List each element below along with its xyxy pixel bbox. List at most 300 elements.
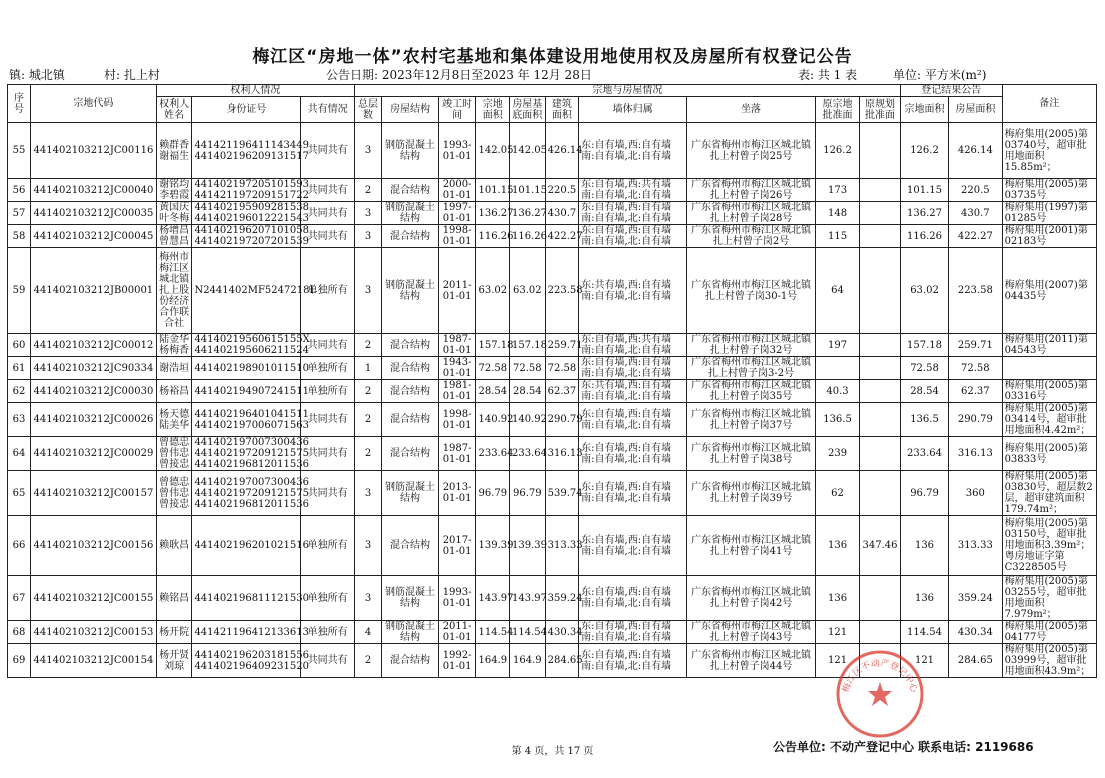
row-base-area: 164.9 — [510, 644, 546, 678]
row-note: 梅府集用(2007)第04435号 — [1002, 248, 1096, 334]
official-seal — [834, 648, 926, 740]
header-floors: 总层数 — [354, 97, 381, 123]
row-id: N2441402MF5247218L — [192, 248, 301, 334]
row-parcel-code: 441402103212JC00026 — [31, 403, 157, 437]
table-row — [8, 357, 1097, 380]
announcement-date: 公告日期: 2023年12月8日至2023 年 12月 28日 — [326, 68, 592, 82]
row-id: 441402194907241511 — [192, 380, 301, 403]
row-id: 44140219560615155X 441402195606211524 — [192, 334, 301, 357]
row-res-land: 116.26 — [900, 225, 948, 248]
row-share: 单独所有 — [301, 621, 354, 644]
row-res-house: 422.27 — [949, 225, 1002, 248]
row-share: 单独所有 — [301, 516, 354, 576]
row-parcel-code: 441402103212JC00156 — [31, 516, 157, 576]
row-share: 共同共有 — [301, 403, 354, 437]
row-walls: 东:自有墙,西:自有墙 南:自有墙,北:自有墙 — [579, 576, 687, 621]
row-parcel-code: 441402103212JC00035 — [31, 202, 157, 225]
row-walls: 东:自有墙,西:自有墙 南:自有墙,北:自有墙 — [579, 471, 687, 516]
row-build-area: 539.74 — [545, 471, 579, 516]
row-orig-land: 148 — [816, 202, 860, 225]
row-base-area: 116.26 — [510, 225, 546, 248]
row-base-area: 96.79 — [510, 471, 546, 516]
row-floors: 2 — [354, 644, 381, 678]
table-row — [8, 471, 1097, 516]
row-location: 广东省梅州市梅江区城北镇扎上村曾子岗26号 — [687, 179, 816, 202]
row-owner: 曾德忠 曾伟忠 曾接忠 — [156, 471, 192, 516]
row-res-house: 359.24 — [949, 576, 1002, 621]
row-build-area: 284.65 — [545, 644, 579, 678]
header-seq: 序号 — [8, 85, 31, 123]
table-row — [8, 403, 1097, 437]
row-floors: 1 — [354, 357, 381, 380]
row-seq: 67 — [8, 576, 31, 621]
table-row — [8, 248, 1097, 334]
row-base-area: 136.27 — [510, 202, 546, 225]
row-share: 单独所有 — [301, 576, 354, 621]
row-orig-plan — [860, 123, 901, 179]
row-floors: 2 — [354, 334, 381, 357]
row-floors: 3 — [354, 471, 381, 516]
row-share: 共同共有 — [301, 644, 354, 678]
row-structure: 钢筋混凝土结构 — [382, 202, 439, 225]
row-location: 广东省梅州市梅江区城北镇扎上村曾子岗43号 — [687, 621, 816, 644]
row-structure: 钢筋混凝土结构 — [382, 123, 439, 179]
table-row — [8, 179, 1097, 202]
table-row — [8, 644, 1097, 678]
row-note: 梅府集用(2011)第04543号 — [1002, 334, 1096, 357]
row-base-area: 114.54 — [510, 621, 546, 644]
table-row — [8, 123, 1097, 179]
row-completion: 2000-01-01 — [438, 179, 476, 202]
row-note: 梅府集用(2005)第03830号，超层数2层，超审建筑面积179.74m²； — [1002, 471, 1096, 516]
row-orig-land: 136 — [816, 576, 860, 621]
row-land-area: 96.79 — [476, 471, 510, 516]
table-row — [8, 437, 1097, 471]
row-location: 广东省梅州市梅江区城北镇扎上村曾子岗41号 — [687, 516, 816, 576]
row-walls: 东:共有墙,西:自有墙 南:自有墙,北:自有墙 — [579, 380, 687, 403]
village-label: 村: 扎上村 — [104, 68, 160, 82]
table-count: 表: 共 1 表 — [798, 68, 858, 82]
row-share: 共同共有 — [301, 334, 354, 357]
row-res-land: 101.15 — [900, 179, 948, 202]
row-location: 广东省梅州市梅江区城北镇扎上村曾子岗39号 — [687, 471, 816, 516]
row-res-house: 430.34 — [949, 621, 1002, 644]
row-owner: 杨增昌 曾慧昌 — [156, 225, 192, 248]
page-title: 梅江区“房地一体”农村宅基地和集体建设用地使用权及房屋所有权登记公告 — [252, 47, 853, 67]
row-share: 共同共有 — [301, 437, 354, 471]
row-parcel-code: 441402103212JC00153 — [31, 621, 157, 644]
row-build-area: 430.7 — [545, 202, 579, 225]
row-base-area: 101.15 — [510, 179, 546, 202]
row-base-area: 28.54 — [510, 380, 546, 403]
row-share: 共同共有 — [301, 123, 354, 179]
row-build-area: 223.58 — [545, 248, 579, 334]
row-build-area: 313.33 — [545, 516, 579, 576]
header-completion: 竣工时间 — [438, 97, 476, 123]
contact-footer: 公告单位: 不动产登记中心 联系电话: 2119686 — [773, 740, 1034, 754]
row-orig-land: 126.2 — [816, 123, 860, 179]
row-completion: 2011-01-01 — [438, 248, 476, 334]
row-seq: 59 — [8, 248, 31, 334]
row-note: 梅府集用(2005)第03414号，超审批用地面积4.42m²； — [1002, 403, 1096, 437]
row-parcel-code: 441402103212JC00045 — [31, 225, 157, 248]
row-seq: 55 — [8, 123, 31, 179]
row-location: 广东省梅州市梅江区城北镇扎上村曾子岗32号 — [687, 334, 816, 357]
row-structure: 混合结构 — [382, 357, 439, 380]
page-number: 第 4 页，共 17 页 — [511, 746, 594, 757]
row-build-area: 259.71 — [545, 334, 579, 357]
row-share: 共同共有 — [301, 179, 354, 202]
header-res-house: 房屋面积 — [949, 97, 1002, 123]
row-walls: 东:自有墙,西:共有墙 南:自有墙,北:自有墙 — [579, 334, 687, 357]
row-note: 梅府集用(2005)第03999号，超审批用地面积43.9m²； — [1002, 644, 1096, 678]
row-orig-plan — [860, 357, 901, 380]
row-location: 广东省梅州市梅江区城北镇扎上村曾子岗3-2号 — [687, 357, 816, 380]
row-base-area: 142.05 — [510, 123, 546, 179]
row-completion: 2017-01-01 — [438, 516, 476, 576]
row-base-area: 72.58 — [510, 357, 546, 380]
row-parcel-code: 441402103212JC00154 — [31, 644, 157, 678]
row-base-area: 233.64 — [510, 437, 546, 471]
row-walls: 东:自有墙,西:自有墙 南:自有墙,北:自有墙 — [579, 644, 687, 678]
row-seq: 56 — [8, 179, 31, 202]
row-walls: 东:自有墙,西:自有墙 南:自有墙,北:自有墙 — [579, 403, 687, 437]
row-land-area: 233.64 — [476, 437, 510, 471]
table-row — [8, 621, 1097, 644]
row-id: 441402196207101058 441402197207201539 — [192, 225, 301, 248]
row-build-area: 220.5 — [545, 179, 579, 202]
row-parcel-code: 441402103212JC00030 — [31, 380, 157, 403]
row-build-area: 430.34 — [545, 621, 579, 644]
row-res-house: 290.79 — [949, 403, 1002, 437]
row-structure: 混合结构 — [382, 403, 439, 437]
row-note: 梅府集用(2005)第03150号，超审批用地面积3.39m²；粤房地证字第C3228505号 — [1002, 516, 1096, 576]
row-owner: 杨开院 — [156, 621, 192, 644]
row-orig-plan — [860, 334, 901, 357]
table-row — [8, 516, 1097, 576]
row-floors: 3 — [354, 123, 381, 179]
row-base-area: 139.39 — [510, 516, 546, 576]
row-structure: 混合结构 — [382, 334, 439, 357]
row-res-house: 426.14 — [949, 123, 1002, 179]
row-walls: 东:自有墙,西:共有墙 南:自有墙,北:自有墙 — [579, 179, 687, 202]
row-orig-land: 136.5 — [816, 403, 860, 437]
row-res-land: 126.2 — [900, 123, 948, 179]
row-id: 441421196411143449 441402196209131517 — [192, 123, 301, 179]
row-owner: 梅州市梅江区城北镇扎上股份经济合作联合社 — [156, 248, 192, 334]
row-land-area: 143.97 — [476, 576, 510, 621]
row-share: 共同共有 — [301, 225, 354, 248]
row-base-area: 63.02 — [510, 248, 546, 334]
row-structure: 钢筋混凝土结构 — [382, 576, 439, 621]
row-res-house: 259.71 — [949, 334, 1002, 357]
row-floors: 3 — [354, 576, 381, 621]
row-location: 广东省梅州市梅江区城北镇扎上村曾子岗25号 — [687, 123, 816, 179]
row-land-area: 114.54 — [476, 621, 510, 644]
row-note: 梅府集用(2005)第03255号，超审批用地面积7.979m²； — [1002, 576, 1096, 621]
row-share: 共同共有 — [301, 202, 354, 225]
row-build-area: 422.27 — [545, 225, 579, 248]
row-land-area: 157.18 — [476, 334, 510, 357]
row-walls: 东:自有墙,西:自有墙 南:自有墙,北:自有墙 — [579, 516, 687, 576]
row-seq: 64 — [8, 437, 31, 471]
row-structure: 混合结构 — [382, 225, 439, 248]
row-completion: 2011-01-01 — [438, 621, 476, 644]
row-id: 441402198901011510 — [192, 357, 301, 380]
row-note: 梅府集用(2005)第03316号 — [1002, 380, 1096, 403]
unit-label: 单位: 平方米(m²) — [893, 68, 987, 82]
row-share: 共同共有 — [301, 471, 354, 516]
row-orig-land: 239 — [816, 437, 860, 471]
row-completion: 1987-01-01 — [438, 334, 476, 357]
header-res-land: 宗地面积 — [900, 97, 948, 123]
row-orig-plan — [860, 248, 901, 334]
row-seq: 60 — [8, 334, 31, 357]
row-res-land: 114.54 — [900, 621, 948, 644]
row-seq: 69 — [8, 644, 31, 678]
row-orig-plan — [860, 403, 901, 437]
table-row — [8, 334, 1097, 357]
row-orig-land: 62 — [816, 471, 860, 516]
row-owner: 赖铭昌 — [156, 576, 192, 621]
row-land-area: 28.54 — [476, 380, 510, 403]
row-build-area: 426.14 — [545, 123, 579, 179]
row-completion: 2013-01-01 — [438, 471, 476, 516]
row-structure: 钢筋混凝土结构 — [382, 248, 439, 334]
row-res-house: 316.13 — [949, 437, 1002, 471]
row-completion: 1998-01-01 — [438, 225, 476, 248]
row-location: 广东省梅州市梅江区城北镇扎上村曾子岗44号 — [687, 644, 816, 678]
row-res-house: 220.5 — [949, 179, 1002, 202]
row-note: 梅府集用(1997)第01285号 — [1002, 202, 1096, 225]
row-seq: 61 — [8, 357, 31, 380]
row-land-area: 72.58 — [476, 357, 510, 380]
row-build-area: 359.24 — [545, 576, 579, 621]
header-build-area: 建筑面积 — [545, 97, 579, 123]
row-res-land: 136.27 — [900, 202, 948, 225]
row-walls: 东:自有墙,西:自有墙 南:自有墙,北:自有墙 — [579, 437, 687, 471]
row-note: 梅府集用(2005)第03735号 — [1002, 179, 1096, 202]
row-orig-land: 173 — [816, 179, 860, 202]
row-seq: 68 — [8, 621, 31, 644]
row-owner: 杨天德 陆美华 — [156, 403, 192, 437]
row-location: 广东省梅州市梅江区城北镇扎上村曾子岗2号 — [687, 225, 816, 248]
seal-text: 梅江区不动产登记中心 — [841, 658, 919, 694]
header-share: 共有情况 — [301, 97, 354, 123]
header-owner: 权利人姓名 — [156, 97, 192, 123]
row-location: 广东省梅州市梅江区城北镇扎上村曾子岗38号 — [687, 437, 816, 471]
row-build-area: 62.37 — [545, 380, 579, 403]
row-seq: 63 — [8, 403, 31, 437]
header-walls: 墙体归属 — [579, 97, 687, 123]
row-orig-plan — [860, 179, 901, 202]
row-parcel-code: 441402103212JC90334 — [31, 357, 157, 380]
row-walls: 东:自有墙,西:自有墙 南:自有墙,北:自有墙 — [579, 357, 687, 380]
header-orig-land: 原宗地批准面 — [816, 97, 860, 123]
row-owner: 谢浩垣 — [156, 357, 192, 380]
header-structure: 房屋结构 — [382, 97, 439, 123]
row-completion: 1998-01-01 — [438, 403, 476, 437]
header-base-area: 房屋基底面积 — [510, 97, 546, 123]
row-res-house: 360 — [949, 471, 1002, 516]
table-row — [8, 380, 1097, 403]
row-land-area: 140.92 — [476, 403, 510, 437]
row-structure: 混合结构 — [382, 644, 439, 678]
row-res-land: 233.64 — [900, 437, 948, 471]
row-owner: 陆金华 杨梅香 — [156, 334, 192, 357]
header-result-group: 登记结果公告 — [900, 85, 1002, 97]
row-owner: 杨开贤 刘琼 — [156, 644, 192, 678]
row-id: 441402196401041511 441402197006071563 — [192, 403, 301, 437]
row-orig-plan — [860, 576, 901, 621]
row-completion: 1943-01-01 — [438, 357, 476, 380]
row-parcel-code: 441402103212JC00116 — [31, 123, 157, 179]
header-location: 坐落 — [687, 97, 816, 123]
row-seq: 62 — [8, 380, 31, 403]
row-orig-plan — [860, 202, 901, 225]
row-owner: 曾德忠 曾伟忠 曾接忠 — [156, 437, 192, 471]
row-note: 梅府集用(2005)第03740号，超审批用地面积15.85m²； — [1002, 123, 1096, 179]
table-row — [8, 576, 1097, 621]
row-land-area: 139.39 — [476, 516, 510, 576]
row-orig-land: 197 — [816, 334, 860, 357]
row-floors: 2 — [354, 437, 381, 471]
row-structure: 混合结构 — [382, 179, 439, 202]
row-id: 441402197007300436 441402197209121575 441402196812011536 — [192, 437, 301, 471]
row-seq: 57 — [8, 202, 31, 225]
header-parcel-group: 宗地与房屋情况 — [354, 85, 900, 97]
row-orig-plan — [860, 437, 901, 471]
row-owner: 杨裕昌 — [156, 380, 192, 403]
row-id: 441402196203181556 441402196409231520 — [192, 644, 301, 678]
row-orig-land: 136 — [816, 516, 860, 576]
row-parcel-code: 441402103212JB00001 — [31, 248, 157, 334]
row-orig-land: 121 — [816, 644, 860, 678]
row-completion: 1981-01-01 — [438, 380, 476, 403]
row-orig-land: 40.3 — [816, 380, 860, 403]
row-location: 广东省梅州市梅江区城北镇扎上村曾子岗28号 — [687, 202, 816, 225]
row-share: 单独所有 — [301, 357, 354, 380]
row-res-house: 430.7 — [949, 202, 1002, 225]
row-share: 单独所有 — [301, 248, 354, 334]
row-id: 441421196412133613 — [192, 621, 301, 644]
row-location: 广东省梅州市梅江区城北镇扎上村曾子岗42号 — [687, 576, 816, 621]
row-res-land: 136 — [900, 516, 948, 576]
row-res-house: 284.65 — [949, 644, 1002, 678]
row-base-area: 143.97 — [510, 576, 546, 621]
row-floors: 4 — [354, 621, 381, 644]
row-orig-plan — [860, 471, 901, 516]
row-parcel-code: 441402103212JC00157 — [31, 471, 157, 516]
row-orig-land: 64 — [816, 248, 860, 334]
row-structure: 混合结构 — [382, 380, 439, 403]
row-res-house: 313.33 — [949, 516, 1002, 576]
row-orig-plan — [860, 225, 901, 248]
row-owner: 赖耿昌 — [156, 516, 192, 576]
row-parcel-code: 441402103212JC00029 — [31, 437, 157, 471]
registration-table — [7, 84, 1097, 678]
row-note — [1002, 357, 1096, 380]
row-floors: 2 — [354, 179, 381, 202]
table-row — [8, 225, 1097, 248]
row-res-land: 28.54 — [900, 380, 948, 403]
row-build-area: 290.79 — [545, 403, 579, 437]
row-location: 广东省梅州市梅江区城北镇扎上村曾子岗37号 — [687, 403, 816, 437]
row-seq: 66 — [8, 516, 31, 576]
row-owner: 赖群香 谢福生 — [156, 123, 192, 179]
row-id: 441402197007300436 441402197209121575 441402196812011536 — [192, 471, 301, 516]
row-res-house: 72.58 — [949, 357, 1002, 380]
row-completion: 1993-01-01 — [438, 576, 476, 621]
row-base-area: 157.18 — [510, 334, 546, 357]
row-walls: 东:自有墙,西:自有墙 南:自有墙,北:自有墙 — [579, 202, 687, 225]
row-floors: 3 — [354, 516, 381, 576]
row-id: 441402197205101593 441421197209151722 — [192, 179, 301, 202]
row-land-area: 63.02 — [476, 248, 510, 334]
row-owner: 黄国庆 叶冬梅 — [156, 202, 192, 225]
row-res-house: 62.37 — [949, 380, 1002, 403]
row-build-area: 316.13 — [545, 437, 579, 471]
header-note: 备注 — [1002, 85, 1096, 123]
row-res-land: 121 — [900, 644, 948, 678]
header-rights-group: 权利人情况 — [156, 85, 354, 97]
row-res-land: 96.79 — [900, 471, 948, 516]
row-id: 441402196201021516 — [192, 516, 301, 576]
row-orig-land: 115 — [816, 225, 860, 248]
row-note: 梅府集用(2005)第04177号 — [1002, 621, 1096, 644]
table-row — [8, 202, 1097, 225]
row-seq: 65 — [8, 471, 31, 516]
row-orig-land — [816, 357, 860, 380]
row-walls: 东:自有墙,西:自有墙 南:自有墙,北:自有墙 — [579, 123, 687, 179]
row-parcel-code: 441402103212JC00040 — [31, 179, 157, 202]
row-completion: 1993-01-01 — [438, 123, 476, 179]
row-floors: 3 — [354, 225, 381, 248]
row-land-area: 142.05 — [476, 123, 510, 179]
row-orig-plan: 347.46 — [860, 516, 901, 576]
row-orig-land: 121 — [816, 621, 860, 644]
row-parcel-code: 441402103212JC00155 — [31, 576, 157, 621]
row-structure: 混合结构 — [382, 437, 439, 471]
row-land-area: 136.27 — [476, 202, 510, 225]
row-walls: 东:共有墙,西:自有墙 南:自有墙,北:自有墙 — [579, 248, 687, 334]
town-label: 镇: 城北镇 — [9, 68, 65, 82]
row-res-land: 136.5 — [900, 403, 948, 437]
row-land-area: 116.26 — [476, 225, 510, 248]
row-note: 梅府集用(2005)第03833号 — [1002, 437, 1096, 471]
header-parcel-code: 宗地代码 — [31, 85, 157, 123]
row-note: 梅府集用(2001)第02183号 — [1002, 225, 1096, 248]
row-completion: 1997-01-01 — [438, 202, 476, 225]
row-res-house: 223.58 — [949, 248, 1002, 334]
row-structure: 混合结构 — [382, 516, 439, 576]
row-orig-plan — [860, 380, 901, 403]
row-floors: 2 — [354, 403, 381, 437]
header-id: 身份证号 — [192, 97, 301, 123]
row-completion: 1992-01-01 — [438, 644, 476, 678]
row-completion: 1987-01-01 — [438, 437, 476, 471]
row-walls: 东:自有墙,西:自有墙 南:自有墙,北:自有墙 — [579, 225, 687, 248]
row-res-land: 63.02 — [900, 248, 948, 334]
row-owner: 谢铭均 李碧霞 — [156, 179, 192, 202]
row-id: 441402196811121530 — [192, 576, 301, 621]
row-orig-plan — [860, 621, 901, 644]
row-location: 广东省梅州市梅江区城北镇扎上村曾子岗30-1号 — [687, 248, 816, 334]
row-base-area: 140.92 — [510, 403, 546, 437]
row-land-area: 164.9 — [476, 644, 510, 678]
row-location: 广东省梅州市梅江区城北镇扎上村曾子岗35号 — [687, 380, 816, 403]
row-res-land: 72.58 — [900, 357, 948, 380]
